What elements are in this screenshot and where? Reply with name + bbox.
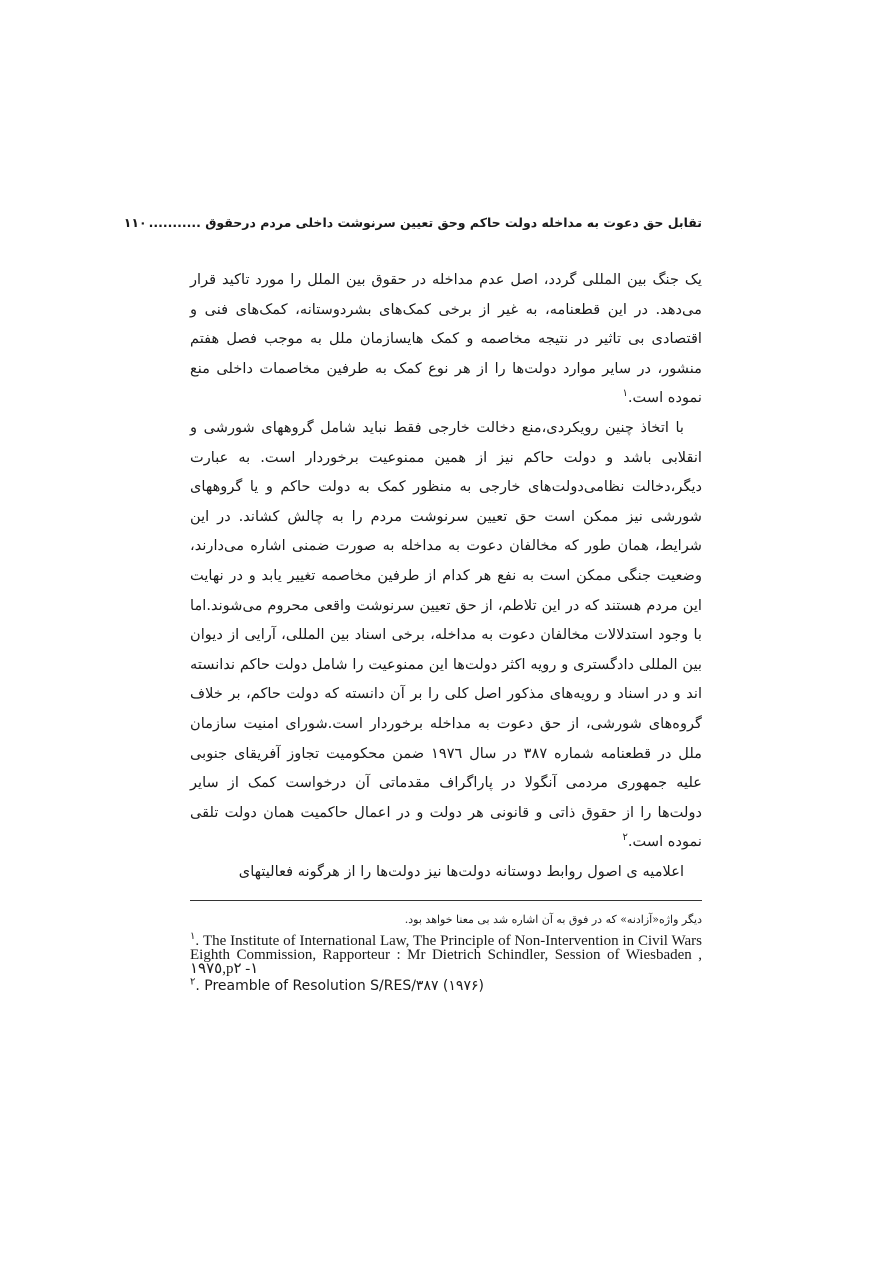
- footnotes: [190, 911, 702, 995]
- footnote-2-mark: ٢: [190, 976, 196, 988]
- paragraph-2: [190, 413, 702, 857]
- document-page: [123, 215, 702, 995]
- paragraph-1: [190, 265, 702, 413]
- footnote-separator: [190, 900, 702, 901]
- footnote-1: [190, 931, 702, 978]
- footnote-continuation: دیگر واژه«آزادنه» که در فوق به آن اشاره شد بی معنا خواهد بود.: [404, 913, 702, 927]
- paragraph-2-text: با اتخاذ چنین رویکردی،منع دخالت خارجی فقط نباید شامل گروههای شورشی و انقلابی باشد و دولت حاکم نیز از همین ممنوعیت برخوردار است. به عبارت دیگر،دخالت نظامی‌دولت‌های خارجی به منظور کمک به دولت حاکم و یا گروههای شورشی نیز ممکن است حق تعیین سرنوشت مردم را به چالش کشاند. در این شرایط، همان طور که مخالفان دعوت به مداخله به صورت ضمنی اشاره می‌دارند، وضعیت جنگی ممکن است به نفع هر کدام از طرفین مخاصمه تغییر یابد و در نهایت این مردم هستند که در این تلاطم، از حق تعیین سرنوشت واقعی محروم می‌شوند.اما با وجود استدلالات مخالفان دعوت به مداخله، برخی اسناد بین المللی، آرایی از دیوان بین المللی دادگستری و رویه اکثر دولت‌ها این ممنوعیت را شامل دولت حاکم ندانسته اند و در اسناد و رویه‌های مذکور اصل کلی را بر آن دانسته که دولت حاکم، بر خلاف گروه‌های شورشی، از حق دعوت به مداخله برخوردار است.شورای امنیت سازمان ملل در قطعنامه شماره ٣٨٧ در سال ١٩٧٦ ضمن محکومیت تجاوز آفریقای جنوبی علیه جمهوری مردمی آنگولا در پاراگراف مقدماتی آن درخواست کمک از سایر دولت‌ها را از حقوق ذاتی و قانونی هر دولت و در اعمال حاکمیت همان دولت تلقی نموده است.: [190, 418, 702, 851]
- footnote-ref-2[interactable]: ٢: [622, 832, 628, 844]
- body-text: [190, 265, 702, 886]
- running-header: [123, 215, 702, 239]
- footnote-2-text: . Preamble of Resolution S/RES/٣٨٧ (١٩٧۶): [195, 978, 484, 995]
- paragraph-3: اعلامیه ی اصول روابط دوستانه دولت‌ها نیز دولت‌ها را از هرگونه فعالیتهای: [238, 862, 684, 880]
- footnote-ref-1[interactable]: ١: [622, 388, 628, 400]
- footnote-1-mark: ١: [190, 931, 196, 943]
- paragraph-1-text: یک جنگ بین المللی گردد، اصل عدم مداخله در حقوق بین الملل را مورد تاکید قرار می‌دهد. در این قطعنامه، به غیر از برخی کمک‌های بشردوستانه، کمک‌های فنی و اقتصادی بی تاثیر در نتیجه مخاصمه و کمک هایسازمان ملل به موجب فصل هفتم منشور، در سایر موارد دولت‌ها را از هر نوع کمک به طرفین مخاصمات داخلی منع نموده است.: [190, 271, 702, 407]
- page-number: ١١٠: [123, 215, 147, 230]
- footnote-2: [190, 978, 702, 995]
- footnote-1-text: . The Institute of International Law, The Principle of Non-Intervention in Civil Wars Eighth Commission, Rapporteur : Mr Dietrich Schindler, Session of Wiesbaden , ١٩٧٥,p١- ٢: [190, 933, 702, 978]
- header-title: تقابل حق دعوت به مداخله دولت حاکم وحق تعیین سرنوشت داخلی مردم درحقوق ...........: [148, 215, 702, 230]
